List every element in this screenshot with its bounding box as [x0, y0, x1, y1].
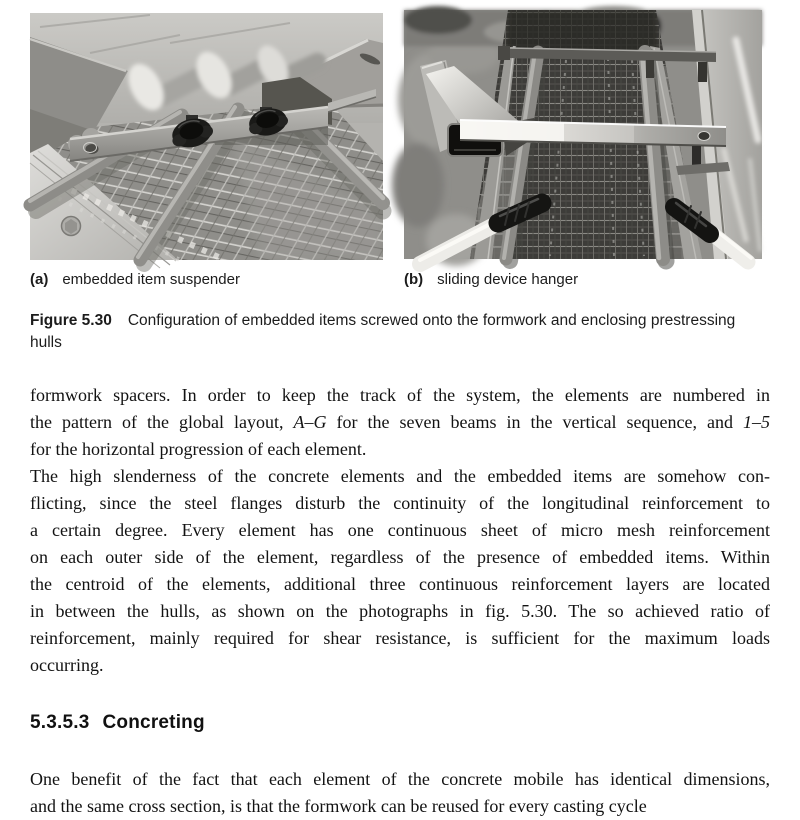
- body-line: One benefit of the fact that each element of the concrete mobile has identical dimensions,: [30, 769, 770, 789]
- panel-a-caption-text: embedded item suspender: [62, 271, 240, 288]
- photo-b-image: [404, 10, 762, 259]
- body-line-clipped: and the same cross section, is that the formwork can be reused for every casting cycle: [30, 796, 647, 816]
- section-number: 5.3.5.3: [30, 712, 90, 733]
- body-line-italic: A–G: [293, 412, 327, 432]
- body-line: formwork spacers. In order to keep the track of the system, the elements are numbered in: [30, 385, 770, 405]
- body-line-italic: 1–5: [743, 412, 770, 432]
- body-line: the centroid of the elements, additional three continuous reinforcement layers are located: [30, 574, 770, 594]
- last-paragraph: [30, 766, 770, 820]
- body-line: on each outer side of the element, regardless of the presence of embedded items. Within: [30, 547, 770, 567]
- section-heading: [30, 712, 205, 734]
- figure-caption-label: Figure 5.30: [30, 312, 112, 329]
- photo-a-image: [30, 13, 383, 260]
- body-line-part: the pattern of the global layout,: [30, 412, 294, 432]
- figure-panel-b-photo: [404, 10, 762, 259]
- panel-b-caption: [404, 271, 578, 288]
- panel-b-caption-text: sliding device hanger: [437, 271, 579, 288]
- panel-a-caption: [30, 271, 240, 288]
- panel-b-label: (b): [404, 271, 424, 288]
- panel-a-label: (a): [30, 271, 49, 288]
- figure-caption-line1: [30, 310, 770, 332]
- body-line: occurring.: [30, 655, 104, 675]
- body-line: for the horizontal progression of each element.: [30, 439, 367, 459]
- body-line: flicting, since the steel flanges disturb the continuity of the longitudinal reinforcement to: [30, 493, 770, 513]
- body-line: reinforcement, mainly required for shear resistance, is sufficient for the maximum loads: [30, 628, 770, 648]
- figure-caption-text: Configuration of embedded items screwed onto the formwork and enclosing prestressing: [127, 312, 736, 329]
- figure-caption-line2: hulls: [30, 334, 62, 351]
- figure-panel-a-photo: [30, 13, 383, 260]
- body-line: a certain degree. Every element has one continuous sheet of micro mesh reinforcement: [30, 520, 770, 540]
- body-line-part: for the seven beams in the vertical sequence, and: [326, 412, 743, 432]
- body-line: The high slenderness of the concrete elements and the embedded items are somehow con-: [30, 466, 770, 486]
- body-line: in between the hulls, as shown on the photographs in fig. 5.30. The so achieved ratio of: [30, 601, 770, 621]
- figure-caption: [30, 310, 770, 354]
- body-line: [30, 409, 770, 436]
- body-text: [30, 382, 770, 679]
- section-title: Concreting: [102, 712, 205, 733]
